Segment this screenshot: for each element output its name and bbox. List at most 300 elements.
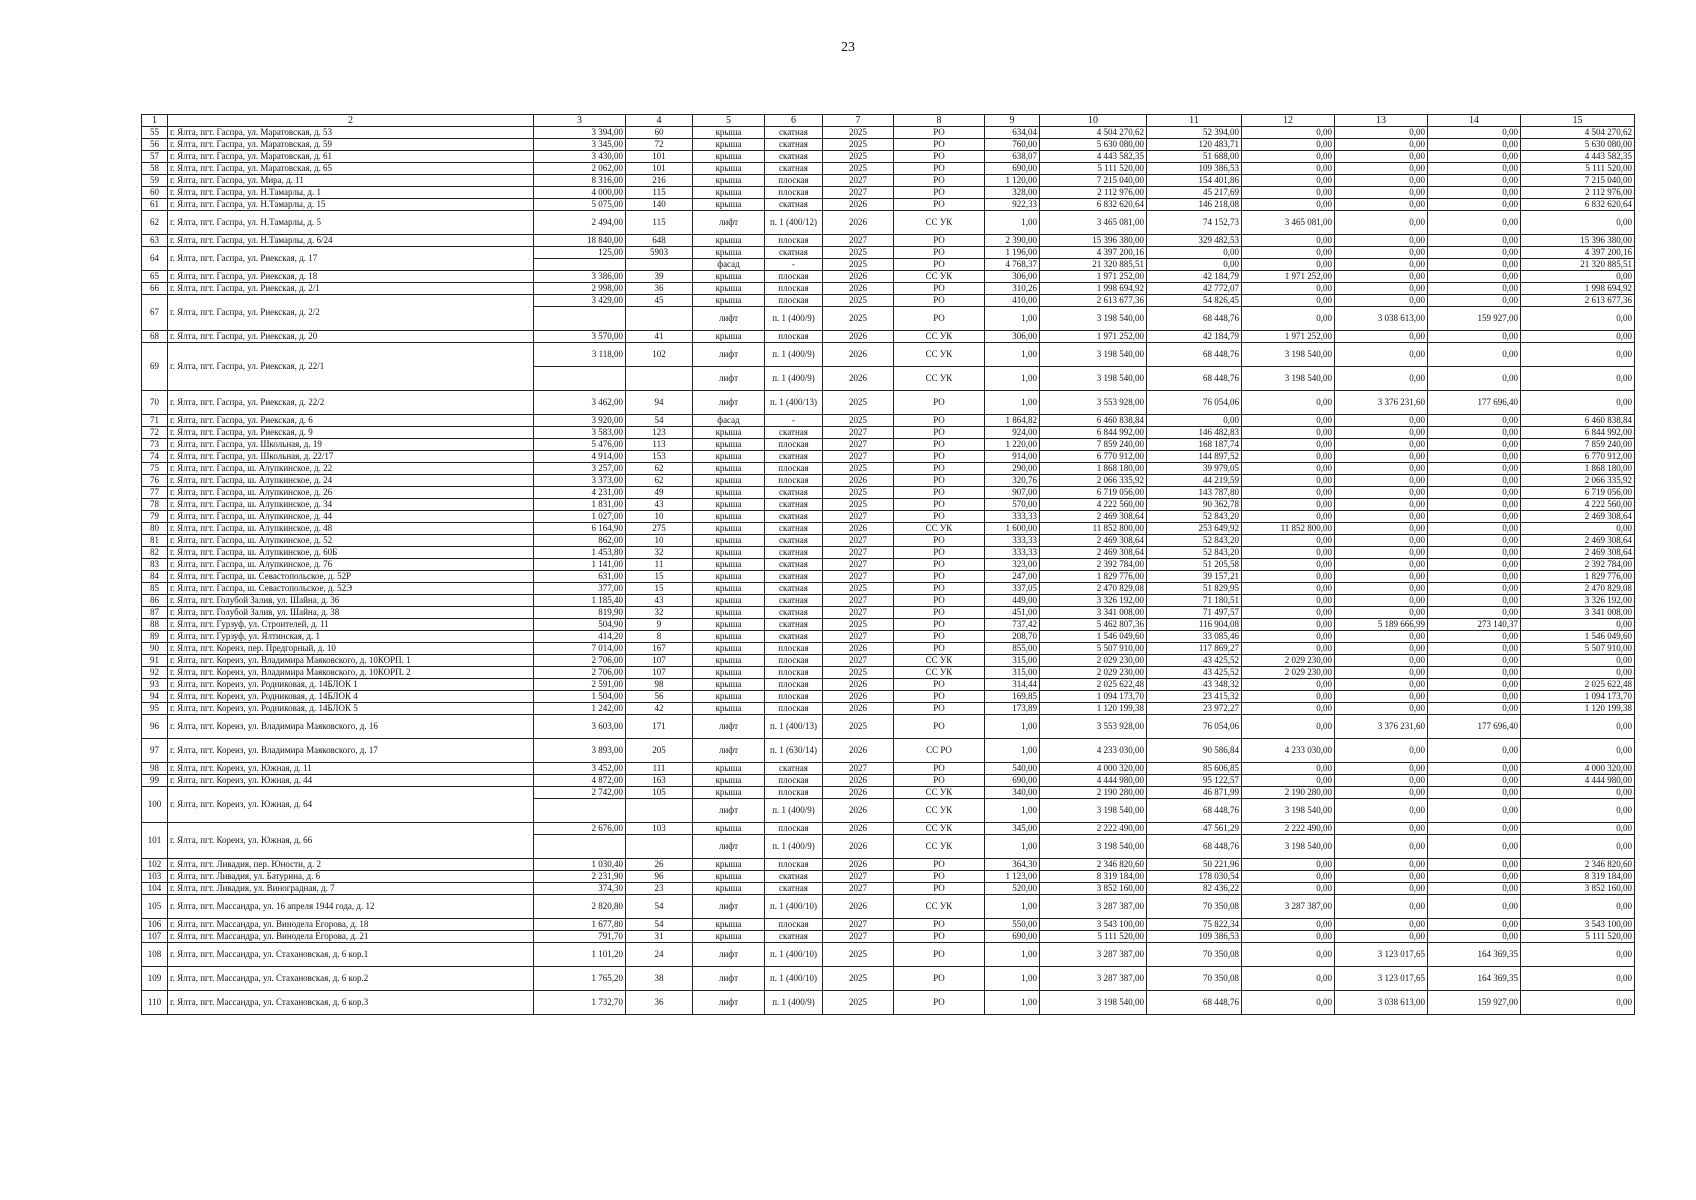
table-cell: СС УК: [894, 271, 985, 283]
table-cell: 0,00: [1335, 451, 1428, 463]
table-cell: 0,00: [1335, 163, 1428, 175]
table-cell: 4 443 582,35: [1521, 151, 1635, 163]
table-cell: 0,00: [1242, 511, 1335, 523]
table-cell: крыша: [693, 295, 765, 307]
table-cell: [534, 307, 626, 331]
table-cell: 1,00: [985, 307, 1040, 331]
table-cell: 76 054,06: [1147, 391, 1242, 415]
table-cell: 4 222 560,00: [1040, 499, 1147, 511]
table-row: [142, 343, 1635, 367]
table-cell: 5 507 910,00: [1521, 643, 1635, 655]
table-cell: 760,00: [985, 139, 1040, 151]
table-cell: 0,00: [1428, 463, 1521, 475]
table-cell: 3 553 928,00: [1040, 391, 1147, 415]
table-cell: 2025: [823, 943, 894, 967]
table-cell: 164 369,35: [1428, 943, 1521, 967]
table-cell: 2 231,90: [534, 871, 626, 883]
table-cell: 2027: [823, 871, 894, 883]
table-cell: 333,33: [985, 535, 1040, 547]
table-cell: РО: [894, 859, 985, 871]
table-cell: 43: [626, 595, 693, 607]
table-cell: 52 843,20: [1147, 535, 1242, 547]
table-cell: РО: [894, 535, 985, 547]
table-cell: плоская: [765, 823, 823, 835]
table-cell: РО: [894, 643, 985, 655]
table-cell: 0,00: [1335, 583, 1428, 595]
table-cell: 2 591,00: [534, 679, 626, 691]
table-cell: РО: [894, 763, 985, 775]
table-cell: 1 123,00: [985, 871, 1040, 883]
table-cell: крыша: [693, 691, 765, 703]
table-cell: 1,00: [985, 967, 1040, 991]
table-cell: крыша: [693, 775, 765, 787]
table-cell: крыша: [693, 571, 765, 583]
table-row: [142, 271, 1635, 283]
table-cell: 2 029 230,00: [1040, 655, 1147, 667]
table-cell: 177 696,40: [1428, 715, 1521, 739]
table-cell: 2026: [823, 775, 894, 787]
table-cell: 1 998 694,92: [1521, 283, 1635, 295]
table-cell: плоская: [765, 679, 823, 691]
table-row: [142, 499, 1635, 511]
address-cell: г. Ялта, пгт. Кореиз, ул. Родниковая, д. 14БЛОК 4: [168, 691, 534, 703]
table-cell: 0,00: [1242, 475, 1335, 487]
table-cell: РО: [894, 991, 985, 1015]
table-cell: скатная: [765, 607, 823, 619]
table-cell: 0,00: [1242, 691, 1335, 703]
table-cell: 123: [626, 427, 693, 439]
table-cell: 98: [626, 679, 693, 691]
table-cell: 2 190 280,00: [1040, 787, 1147, 799]
table-cell: 0,00: [1521, 523, 1635, 535]
table-cell: СС УК: [894, 523, 985, 535]
table-cell: 1,00: [985, 799, 1040, 823]
table-cell: 275: [626, 523, 693, 535]
address-cell: г. Ялта, пгт. Гаспра, ул. Риекская, д. 22/1: [168, 343, 534, 391]
column-number-row: [142, 115, 1635, 127]
table-cell: 0,00: [1428, 667, 1521, 679]
table-cell: 0,00: [1335, 259, 1428, 271]
table-cell: 5903: [626, 247, 693, 259]
row-number-cell: 58: [142, 163, 168, 175]
row-number-cell: 76: [142, 475, 168, 487]
row-number-cell: 61: [142, 199, 168, 211]
table-cell: 0,00: [1242, 583, 1335, 595]
address-cell: г. Ялта, пгт. Массандра, ул. Винодела Егорова, д. 21: [168, 931, 534, 943]
table-cell: 105: [626, 787, 693, 799]
table-cell: 0,00: [1521, 211, 1635, 235]
table-cell: 3 376 231,60: [1335, 715, 1428, 739]
table-cell: 3 852 160,00: [1521, 883, 1635, 895]
table-row: [142, 247, 1635, 259]
table-cell: 0,00: [1242, 547, 1335, 559]
table-row: [142, 571, 1635, 583]
table-cell: 3 893,00: [534, 739, 626, 763]
address-cell: г. Ялта, пгт. Кореиз, ул. Владимира Маяковского, д. 16: [168, 715, 534, 739]
table-cell: крыша: [693, 655, 765, 667]
table-cell: 0,00: [1521, 715, 1635, 739]
address-cell: г. Ялта, пгт. Гаспра, ул. Риекская, д. 20: [168, 331, 534, 343]
table-cell: 42: [626, 703, 693, 715]
table-cell: крыша: [693, 475, 765, 487]
table-cell: 4 222 560,00: [1521, 499, 1635, 511]
table-cell: 3 341 008,00: [1040, 607, 1147, 619]
table-cell: 3 452,00: [534, 763, 626, 775]
table-cell: 1,00: [985, 739, 1040, 763]
table-cell: 2 469 308,64: [1521, 547, 1635, 559]
row-number-cell: 91: [142, 655, 168, 667]
table-cell: 0,00: [1428, 259, 1521, 271]
table-cell: 103: [626, 823, 693, 835]
table-cell: 2 025 622,48: [1040, 679, 1147, 691]
table-cell: п. 1 (400/10): [765, 967, 823, 991]
table-cell: скатная: [765, 427, 823, 439]
table-cell: 1 185,40: [534, 595, 626, 607]
table-cell: 3 118,00: [534, 343, 626, 367]
table-cell: 0,00: [1428, 871, 1521, 883]
table-cell: 345,00: [985, 823, 1040, 835]
table-cell: 0,00: [1521, 391, 1635, 415]
row-number-cell: 83: [142, 559, 168, 571]
table-cell: 2 469 308,64: [1040, 547, 1147, 559]
table-cell: 0,00: [1242, 283, 1335, 295]
table-cell: 0,00: [1335, 247, 1428, 259]
table-cell: 18 840,00: [534, 235, 626, 247]
address-cell: г. Ялта, пгт. Кореиз, ул. Владимира Маяковского, д. 17: [168, 739, 534, 763]
row-number-cell: 62: [142, 211, 168, 235]
table-row: [142, 439, 1635, 451]
table-cell: крыша: [693, 139, 765, 151]
table-cell: скатная: [765, 547, 823, 559]
table-cell: 3 465 081,00: [1242, 211, 1335, 235]
address-cell: г. Ялта, пгт. Гаспра, ул. Маратовская, д. 61: [168, 151, 534, 163]
table-cell: 1 546 049,60: [1040, 631, 1147, 643]
table-cell: 0,00: [1521, 343, 1635, 367]
table-cell: РО: [894, 163, 985, 175]
table-cell: 2026: [823, 691, 894, 703]
table-cell: 5 630 080,00: [1521, 139, 1635, 151]
table-cell: 0,00: [1428, 703, 1521, 715]
table-cell: 6 719 056,00: [1521, 487, 1635, 499]
table-cell: 0,00: [1335, 283, 1428, 295]
table-cell: 924,00: [985, 427, 1040, 439]
table-cell: 0,00: [1335, 139, 1428, 151]
table-cell: РО: [894, 679, 985, 691]
table-cell: 0,00: [1147, 259, 1242, 271]
table-row: [142, 931, 1635, 943]
table-cell: 451,00: [985, 607, 1040, 619]
table-cell: 634,04: [985, 127, 1040, 139]
table-cell: 208,70: [985, 631, 1040, 643]
table-cell: крыша: [693, 559, 765, 571]
column-number-cell: 5: [693, 115, 765, 127]
table-cell: 819,90: [534, 607, 626, 619]
table-cell: СС УК: [894, 343, 985, 367]
address-cell: г. Ялта, пгт. Гаспра, ш. Алупкинское, д. 34: [168, 499, 534, 511]
table-cell: 3 465 081,00: [1040, 211, 1147, 235]
table-cell: 51 205,58: [1147, 559, 1242, 571]
table-cell: 159 927,00: [1428, 991, 1521, 1015]
table-cell: 74 152,73: [1147, 211, 1242, 235]
table-cell: скатная: [765, 163, 823, 175]
table-cell: 0,00: [1428, 151, 1521, 163]
row-number-cell: 57: [142, 151, 168, 163]
table-cell: 0,00: [1242, 607, 1335, 619]
table-cell: 3 287 387,00: [1242, 895, 1335, 919]
table-cell: 2025: [823, 967, 894, 991]
address-cell: г. Ялта, пгт. Гаспра, ул. Мира, д. 11: [168, 175, 534, 187]
table-cell: 0,00: [1242, 295, 1335, 307]
table-cell: 0,00: [1428, 571, 1521, 583]
table-cell: лифт: [693, 895, 765, 919]
table-cell: 328,00: [985, 187, 1040, 199]
table-cell: 0,00: [1335, 271, 1428, 283]
table-cell: 15 396 380,00: [1521, 235, 1635, 247]
table-cell: 1 027,00: [534, 511, 626, 523]
table-cell: скатная: [765, 559, 823, 571]
table-cell: 3 553 928,00: [1040, 715, 1147, 739]
address-cell: г. Ялта, пгт. Кореиз, ул. Южная, д. 44: [168, 775, 534, 787]
table-cell: 0,00: [1147, 247, 1242, 259]
table-cell: лифт: [693, 739, 765, 763]
table-cell: СС УК: [894, 799, 985, 823]
table-cell: скатная: [765, 523, 823, 535]
table-cell: 0,00: [1242, 715, 1335, 739]
table-cell: 2027: [823, 559, 894, 571]
table-cell: 2 613 677,36: [1521, 295, 1635, 307]
table-cell: 115: [626, 187, 693, 199]
table-cell: 2027: [823, 427, 894, 439]
table-cell: 0,00: [1335, 151, 1428, 163]
table-cell: 1,00: [985, 943, 1040, 967]
table-cell: 2 706,00: [534, 667, 626, 679]
table-cell: 2027: [823, 571, 894, 583]
table-cell: п. 1 (400/9): [765, 307, 823, 331]
table-cell: 85 606,85: [1147, 763, 1242, 775]
table-cell: 2025: [823, 715, 894, 739]
table-cell: плоская: [765, 271, 823, 283]
table-cell: 111: [626, 763, 693, 775]
table-cell: 3 583,00: [534, 427, 626, 439]
table-cell: крыша: [693, 271, 765, 283]
row-number-cell: 69: [142, 343, 168, 391]
table-cell: 8 316,00: [534, 175, 626, 187]
table-cell: 10: [626, 535, 693, 547]
table-cell: 7 215 040,00: [1040, 175, 1147, 187]
table-cell: п. 1 (400/13): [765, 391, 823, 415]
table-cell: крыша: [693, 583, 765, 595]
row-number-cell: 70: [142, 391, 168, 415]
table-cell: 68 448,76: [1147, 367, 1242, 391]
address-cell: г. Ялта, пгт. Ливадия, ул. Батурина, д. 6: [168, 871, 534, 883]
table-cell: крыша: [693, 427, 765, 439]
table-cell: 8 319 184,00: [1040, 871, 1147, 883]
table-cell: 0,00: [1428, 487, 1521, 499]
row-number-cell: 66: [142, 283, 168, 295]
table-cell: 0,00: [1521, 667, 1635, 679]
table-cell: 0,00: [1521, 967, 1635, 991]
table-cell: скатная: [765, 511, 823, 523]
table-row: [142, 823, 1635, 835]
row-number-cell: 102: [142, 859, 168, 871]
row-number-cell: 106: [142, 919, 168, 931]
table-cell: 4 397 200,16: [1521, 247, 1635, 259]
table-cell: 0,00: [1428, 271, 1521, 283]
table-cell: 314,44: [985, 679, 1040, 691]
table-row: [142, 151, 1635, 163]
table-cell: 315,00: [985, 667, 1040, 679]
table-cell: 1 677,80: [534, 919, 626, 931]
table-cell: 3 198 540,00: [1242, 799, 1335, 823]
table-cell: 54 826,45: [1147, 295, 1242, 307]
table-cell: 178 030,54: [1147, 871, 1242, 883]
table-cell: 315,00: [985, 655, 1040, 667]
address-cell: г. Ялта, пгт. Гаспра, ш. Алупкинское, д. 26: [168, 487, 534, 499]
address-cell: г. Ялта, пгт. Гаспра, ш. Алупкинское, д. 22: [168, 463, 534, 475]
table-cell: 0,00: [1428, 643, 1521, 655]
table-row: [142, 595, 1635, 607]
table-cell: РО: [894, 619, 985, 631]
address-cell: г. Ялта, пгт. Гурзуф, ул. Ялтинская, д. 1: [168, 631, 534, 643]
table-cell: лифт: [693, 367, 765, 391]
table-cell: 0,00: [1242, 619, 1335, 631]
row-number-cell: 63: [142, 235, 168, 247]
table-cell: РО: [894, 307, 985, 331]
table-cell: 0,00: [1521, 271, 1635, 283]
table-cell: 2 029 230,00: [1242, 655, 1335, 667]
table-cell: 0,00: [1242, 643, 1335, 655]
table-cell: СС УК: [894, 211, 985, 235]
table-cell: 0,00: [1242, 463, 1335, 475]
table-cell: 8 319 184,00: [1521, 871, 1635, 883]
table-cell: 4 444 980,00: [1040, 775, 1147, 787]
table-cell: 0,00: [1335, 367, 1428, 391]
table-cell: п. 1 (400/9): [765, 799, 823, 823]
address-cell: г. Ялта, пгт. Массандра, ул. Винодела Егорова, д. 18: [168, 919, 534, 931]
table-cell: 1 120 199,38: [1521, 703, 1635, 715]
table-cell: 15: [626, 571, 693, 583]
address-cell: г. Ялта, пгт. Гаспра, ул. Н.Тамарлы, д. 1: [168, 187, 534, 199]
table-cell: п. 1 (400/12): [765, 211, 823, 235]
table-cell: 68 448,76: [1147, 799, 1242, 823]
table-cell: 4 504 270,62: [1521, 127, 1635, 139]
table-cell: 117 869,27: [1147, 643, 1242, 655]
table-row: [142, 463, 1635, 475]
table-cell: скатная: [765, 139, 823, 151]
table-cell: 102: [626, 343, 693, 367]
table-cell: 0,00: [1242, 187, 1335, 199]
table-cell: 1,00: [985, 715, 1040, 739]
table-cell: лифт: [693, 211, 765, 235]
table-cell: 320,76: [985, 475, 1040, 487]
table-cell: -: [765, 259, 823, 271]
table-cell: РО: [894, 919, 985, 931]
table-cell: 1 831,00: [534, 499, 626, 511]
table-row: [142, 187, 1635, 199]
table-cell: 2027: [823, 919, 894, 931]
table-cell: 0,00: [1335, 655, 1428, 667]
table-cell: крыша: [693, 235, 765, 247]
table-cell: 0,00: [1428, 331, 1521, 343]
table-cell: РО: [894, 235, 985, 247]
table-cell: 168 187,74: [1147, 439, 1242, 451]
table-cell: 3 038 613,00: [1335, 307, 1428, 331]
table-cell: [626, 367, 693, 391]
table-cell: 0,00: [1242, 991, 1335, 1015]
table-cell: 0,00: [1335, 883, 1428, 895]
address-cell: г. Ялта, пгт. Гаспра, ш. Севастопольское, д. 52Э: [168, 583, 534, 595]
table-cell: 3 198 540,00: [1242, 835, 1335, 859]
table-row: [142, 583, 1635, 595]
table-cell: 2025: [823, 499, 894, 511]
table-cell: 0,00: [1428, 895, 1521, 919]
table-cell: 1 546 049,60: [1521, 631, 1635, 643]
table-cell: РО: [894, 607, 985, 619]
table-cell: 2027: [823, 235, 894, 247]
address-cell: г. Ялта, пгт. Голубой Залив, ул. Шайна, д. 36: [168, 595, 534, 607]
table-row: [142, 691, 1635, 703]
table-cell: 3 326 192,00: [1521, 595, 1635, 607]
table-cell: 1,00: [985, 391, 1040, 415]
address-cell: г. Ялта, пгт. Гаспра, ш. Алупкинское, д. 48: [168, 523, 534, 535]
table-cell: 0,00: [1428, 931, 1521, 943]
table-cell: [626, 799, 693, 823]
table-cell: 631,00: [534, 571, 626, 583]
table-cell: 39 979,05: [1147, 463, 1242, 475]
table-cell: 173,89: [985, 703, 1040, 715]
table-cell: 109 386,53: [1147, 163, 1242, 175]
table-cell: 76 054,06: [1147, 715, 1242, 739]
table-cell: лифт: [693, 991, 765, 1015]
table-cell: 125,00: [534, 247, 626, 259]
table-cell: 39 157,21: [1147, 571, 1242, 583]
row-number-cell: 87: [142, 607, 168, 619]
row-number-cell: 59: [142, 175, 168, 187]
address-cell: г. Ялта, пгт. Гаспра, ул. Риекская, д. 17: [168, 247, 534, 271]
table-cell: плоская: [765, 703, 823, 715]
table-cell: 2027: [823, 439, 894, 451]
table-cell: 3 373,00: [534, 475, 626, 487]
table-cell: 2 469 308,64: [1040, 511, 1147, 523]
table-row: [142, 895, 1635, 919]
table-cell: 1 453,80: [534, 547, 626, 559]
table-cell: 3 341 008,00: [1521, 607, 1635, 619]
row-number-cell: 73: [142, 439, 168, 451]
table-cell: скатная: [765, 151, 823, 163]
row-number-cell: 101: [142, 823, 168, 859]
row-number-cell: 60: [142, 187, 168, 199]
address-cell: г. Ялта, пгт. Гаспра, ул. Риекская, д. 2/2: [168, 295, 534, 331]
table-row: [142, 859, 1635, 871]
table-cell: 0,00: [1521, 739, 1635, 763]
table-cell: крыша: [693, 283, 765, 295]
table-cell: 2027: [823, 451, 894, 463]
table-cell: 42 184,79: [1147, 331, 1242, 343]
table-cell: 2 346 820,60: [1521, 859, 1635, 871]
table-cell: 0,00: [1335, 547, 1428, 559]
table-cell: плоская: [765, 295, 823, 307]
table-cell: лифт: [693, 715, 765, 739]
table-cell: 11: [626, 559, 693, 571]
table-cell: 2 470 829,08: [1521, 583, 1635, 595]
table-cell: СС УК: [894, 667, 985, 679]
table-cell: 0,00: [1242, 439, 1335, 451]
table-cell: 247,00: [985, 571, 1040, 583]
table-cell: плоская: [765, 787, 823, 799]
table-cell: РО: [894, 415, 985, 427]
table-cell: 290,00: [985, 463, 1040, 475]
table-cell: 0,00: [1335, 463, 1428, 475]
